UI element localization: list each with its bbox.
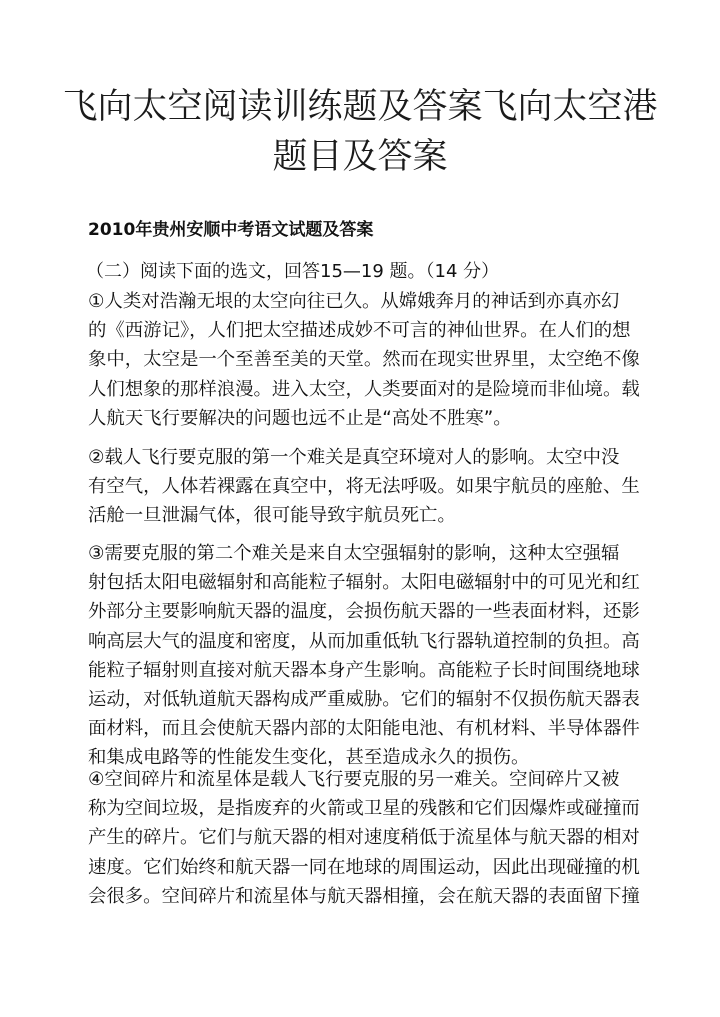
- paragraph-line: 象中，太空是一个至善至美的天堂。然而在现实世界里，太空绝不像: [88, 349, 640, 371]
- paragraph-line: 运动，对低轨道航天器构成严重威胁。它们的辐射不仅损伤航天器表: [88, 689, 640, 711]
- document-title: [60, 82, 660, 182]
- paragraph-line: 响高层大气的温度和密度，从而加重低轨飞行器轨道控制的负担。高: [88, 630, 640, 652]
- paragraph-1: [88, 287, 648, 433]
- paragraph-line: 外部分主要影响航天器的温度，会损伤航天器的一些表面材料，还影: [88, 601, 640, 623]
- question-instruction: （二）阅读下面的选文，回答15—19 题。（14 分）: [86, 261, 500, 282]
- paragraph-line: 会很多。空间碎片和流星体与航天器相撞，会在航天器的表面留下撞: [88, 885, 640, 907]
- paragraph-line: ③需要克服的第二个难关是来自太空强辐射的影响，这种太空强辐: [88, 543, 620, 564]
- paragraph-2: [88, 443, 648, 531]
- paragraph-line: 产生的碎片。它们与航天器的相对速度稍低于流星体与航天器的相对: [88, 827, 640, 849]
- paragraph-line: 有空气，人体若裸露在真空中，将无法呼吸。如果宇航员的座舱、生: [88, 476, 640, 498]
- paragraph-line: 能粒子辐射则直接对航天器本身产生影响。高能粒子长时间围绕地球: [88, 659, 640, 681]
- paragraph-line: 射包括太阳电磁辐射和高能粒子辐射。太阳电磁辐射中的可见光和红: [88, 572, 640, 594]
- paragraph-line: 活舱一旦泄漏气体，很可能导致宇航员死亡。: [88, 505, 456, 527]
- paragraph-line: 人航天飞行要解决的问题也远不止是“高处不胜寒”。: [88, 407, 512, 429]
- paragraph-line: 和集成电路等的性能发生变化，甚至造成永久的损伤。: [88, 747, 530, 769]
- paragraph-line: 称为空间垃圾，是指废弃的火箭或卫星的残骸和它们因爆炸或碰撞而: [88, 798, 640, 820]
- title-line-2: 题目及答案: [272, 137, 448, 177]
- paragraph-line: ②载人飞行要克服的第一个难关是真空环境对人的影响。太空中没: [88, 447, 620, 468]
- paragraph-line: ④空间碎片和流星体是载人飞行要克服的另一难关。空间碎片又被: [88, 769, 620, 790]
- paragraph-line: ①人类对浩瀚无垠的太空向往已久。从嫦娥奔月的神话到亦真亦幻: [88, 291, 620, 312]
- paragraph-line: 面材料，而且会使航天器内部的太阳能电池、有机材料、半导体器件: [88, 718, 640, 740]
- source-heading: 2010年贵州安顺中考语文试题及答案: [88, 220, 374, 240]
- title-line-1: 飞向太空阅读训练题及答案飞向太空港: [62, 87, 658, 127]
- paragraph-line: 的《西游记》，人们把太空描述成妙不可言的神仙世界。在人们的想: [88, 320, 631, 342]
- paragraph-line: 人们想象的那样浪漫。进入太空，人类要面对的是险境而非仙境。载: [88, 378, 640, 400]
- paragraph-3: [88, 539, 648, 773]
- paragraph-4: [88, 765, 648, 911]
- paragraph-line: 速度。它们始终和航天器一同在地球的周围运动，因此出现碰撞的机: [88, 856, 640, 878]
